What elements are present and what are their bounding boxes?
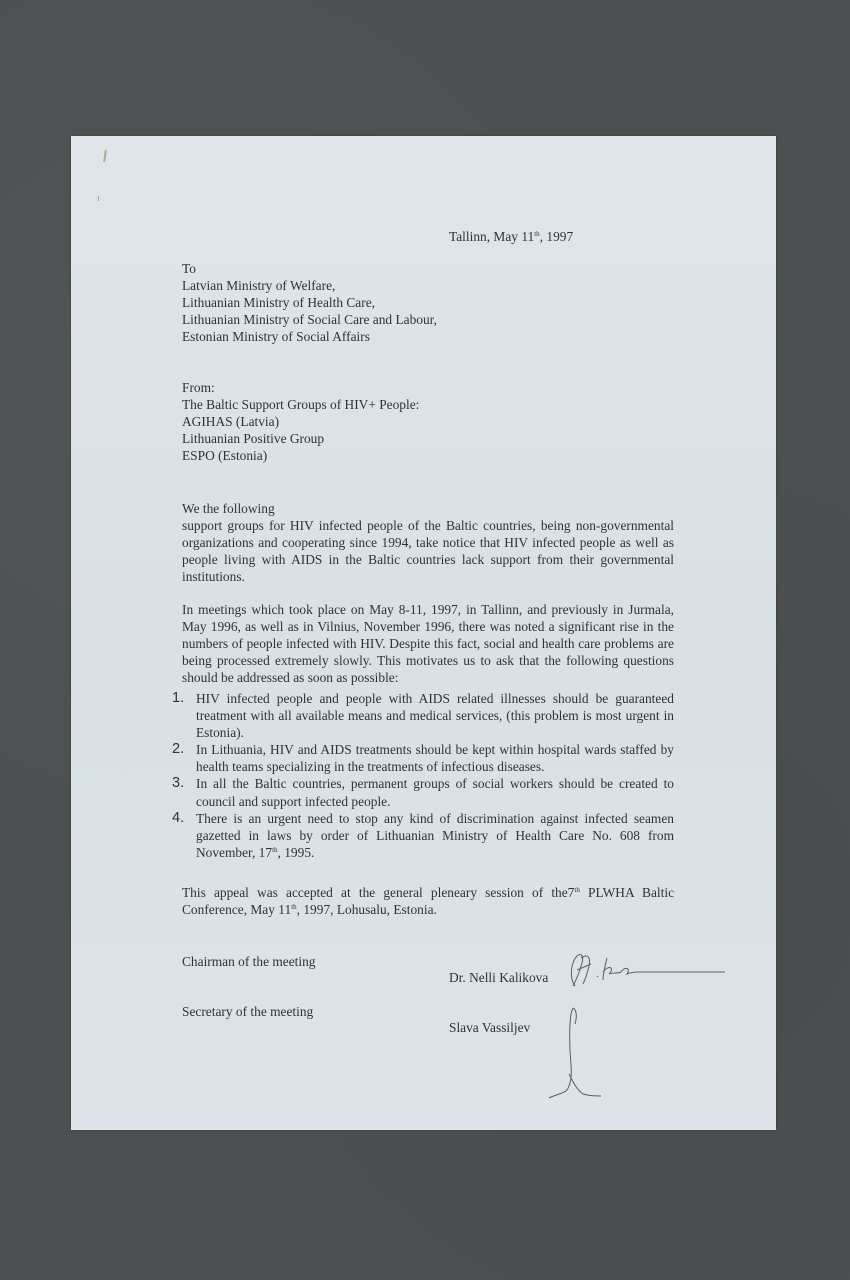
demand-number: 2. bbox=[172, 741, 185, 758]
demand-item bbox=[170, 690, 674, 741]
paper-mark bbox=[98, 196, 99, 201]
recipient: Estonian Ministry of Social Affairs bbox=[182, 329, 370, 344]
paper-mark bbox=[103, 150, 107, 162]
intro-text: support groups for HIV infected people of the Baltic countries, being non-governmental organizations and cooperating since 1994, take notice that HIV infected people as well as people living with AIDS in the Baltic countries lack support from their governmental institutions. bbox=[182, 518, 674, 585]
demand-text: In Lithuania, HIV and AIDS treatments should be kept within hospital wards staffed by health teams specializing in the treatments of infectious diseases. bbox=[196, 742, 674, 775]
demands-list bbox=[170, 690, 674, 861]
from-label: From: bbox=[182, 380, 215, 395]
demand-item bbox=[170, 810, 674, 861]
meetings-paragraph: In meetings which took place on May 8-11, 1997, in Tallinn, and previously in Jurmala, May 1996, as well as in Vilnius, November 1996, there was noted a significant rise in the numbers of people infected with HIV. Despite this fact, social and health care problems are being processed extremely slowly. This motivates us to ask that the following questions should be addressed as soon as possible: bbox=[182, 602, 674, 686]
demand-number: 1. bbox=[172, 690, 185, 706]
recipient: Lithuanian Ministry of Health Care, bbox=[182, 295, 376, 310]
sender: AGIHAS (Latvia) bbox=[182, 414, 280, 429]
appeal-paragraph: This appeal was accepted at the general pleneary session of the7th PLWHA Baltic Conference, May 11th, 1997, Lohusalu, Estonia. bbox=[182, 885, 675, 918]
demand-number: 4. bbox=[172, 809, 185, 826]
place-date: Tallinn, May 11th, 1997 bbox=[449, 229, 574, 244]
chairman-signature-icon bbox=[561, 950, 731, 990]
intro-paragraph bbox=[182, 500, 674, 585]
secretary-label: Secretary of the meeting bbox=[182, 1004, 314, 1019]
demand-item bbox=[170, 741, 674, 775]
demand-text: There is an urgent need to stop any kind of discrimination against infected seamen gazetted in laws by order of Lithuanian Ministry of Health Care No. 608 from November, 17th, 1995. bbox=[196, 810, 674, 860]
to-label: To bbox=[182, 261, 196, 276]
chairman-name: Dr. Nelli Kalikova bbox=[449, 970, 549, 985]
recipients-block bbox=[182, 260, 437, 345]
letter-sheet bbox=[71, 136, 776, 1130]
chairman-label: Chairman of the meeting bbox=[182, 954, 316, 969]
recipient: Lithuanian Ministry of Social Care and Labour, bbox=[182, 312, 437, 327]
sender: Lithuanian Positive Group bbox=[182, 431, 325, 446]
demand-text: In all the Baltic countries, permanent groups of social workers should be created to council and support infected people. bbox=[196, 776, 674, 809]
senders-block bbox=[182, 379, 419, 464]
demand-item bbox=[170, 775, 674, 809]
sender: ESPO (Estonia) bbox=[182, 448, 268, 463]
demand-text: HIV infected people and people with AIDS related illnesses should be guaranteed treatment with all available means and medical services, (this problem is most urgent in Estonia). bbox=[196, 691, 674, 741]
secretary-signature-icon bbox=[541, 1004, 611, 1099]
secretary-name: Slava Vassiljev bbox=[449, 1020, 531, 1035]
demand-number: 3. bbox=[172, 775, 185, 792]
recipient: Latvian Ministry of Welfare, bbox=[182, 278, 336, 293]
sender: The Baltic Support Groups of HIV+ People: bbox=[182, 397, 420, 412]
intro-heading: We the following bbox=[182, 501, 275, 516]
